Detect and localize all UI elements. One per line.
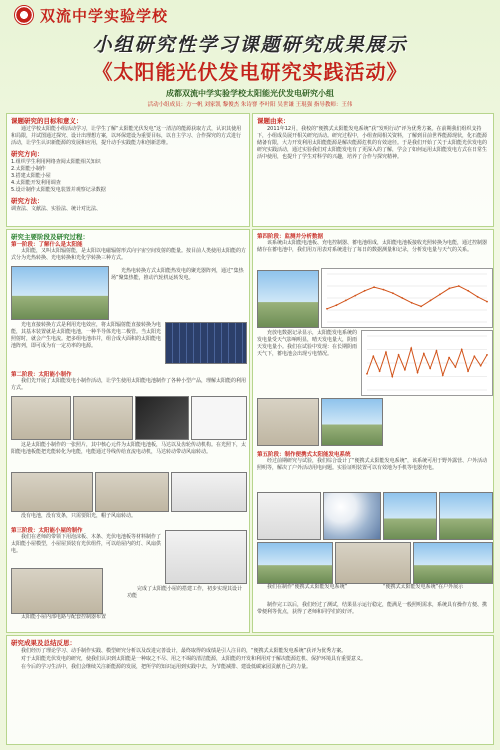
results-title: 研究成果及总结反思： [11,639,76,647]
stage4-text: 该系统由太阳能电池板、充电控制器、蓄电池组成，太阳能电池板接收光照转换为电能，通过控制器储存在蓄电池中，我们用万用表对系统进行了每日的数据测量和记录，分析发电量与天气的关系。 [257,240,488,253]
background-title: 课题研究的目标和意义： [11,117,83,125]
caption-team: 我们在制作“便携式太阳能发电系统” [267,584,348,590]
data-point [417,372,419,374]
final-text: 制作完工以后，我们经过了测试，结果显示运行稳定，能满足一般照明需求，系统具有操作方便、携带便利等优点，获得了老师和同学们的好评。 [257,602,488,615]
results-text-2: 对于太阳能光伏发电的研究，使我们认识到太阳能是一种取之不尽、用之不竭的清洁能源，太阳能的开发和利用对于解决能源危机、保护环境具有重要意义。 [21,656,367,662]
small-craft-photo-2 [73,396,133,440]
scope-list [11,159,245,194]
data-point [442,374,444,376]
data-point [467,290,469,292]
data-point [439,294,441,296]
data-point [372,355,374,357]
member-list: 活动小组成员：方一帆 刘家凯 黎俊杰 朱诗謇 李叶阳 吴世谦 王琨强 指导教师：王伟 [147,102,353,108]
data-point [411,302,413,304]
data-point [473,355,475,357]
data-point [410,347,412,349]
portable-system-photo-2 [323,492,381,540]
scope-item: 1.组织学生利用网络查阅太阳能相关知识 [11,159,101,165]
data-point [354,295,356,297]
scope-item: 5.设计制作太阳能发电装置并观察记录数据 [11,187,106,193]
method-text: 调查法、文献法、实验法、统计对比法、 [11,206,102,212]
data-point [383,289,385,291]
data-point [404,369,406,371]
outdoor-panel-photo [321,398,383,446]
data-point [448,357,450,359]
stage4-text-2: 充放电数据记录显示，太阳能发电系统的发电量受天气影响明显，晴天发电量大，阴雨天发电量小。我们在试验中发现：在长期阴雨天气下，蓄电池会出现亏电情况。 [257,330,358,357]
background-text: 通过学校太阳能小组活动学习，让学生了解“太阳能光伏发电”这一清洁的能源获取方式，认识其使用和局限，并试图通过探究、设计出理想方案，以环保建设为重要目标，以自主学习、合作探究的方式进行活动，让学生认识新能源的发展和应用，提升动手实践能力和创新思维。 [11,126,242,146]
data-point [420,306,422,308]
series-line [367,348,487,376]
solar-cell-module-photo [191,396,247,440]
origin-panel [252,113,494,227]
data-point [486,354,488,356]
data-point [392,292,394,294]
small-craft-photo-3 [135,396,189,440]
caption-lab: 太阳能小屋内部电路与配套控制器布置 [21,614,107,620]
solar-thermal-plant-photo [11,266,109,320]
caption-house: 完成了太阳能小屋的搭建工作，初步实现其设计功能 [127,586,243,599]
team-building-photo [257,542,333,584]
data-point [436,350,438,352]
data-point [429,368,431,370]
solar-toy-photo [171,472,247,512]
data-point [379,370,381,372]
data-point [385,351,387,353]
main-title: 《太阳能光伏发电研究实践活动》 [92,60,408,84]
results-text-1: 我们经历了理论学习、动手制作实践、模型研究分析以及改进完善设计，最终取得的成绩是引人注目的，“便携式太阳能发电系统”获评为优秀方案。 [21,648,347,654]
caption-photovoltaic: 光电直接转换方式是利用光电效应，将太阳辐射能直接转换为电能，其基本装置就是太阳能电池，一种半导体光电二极管。当太阳光照射时，就会产生电流。把多组电池串并，组合成大面积的太阳能电池阵列，即可成为有一定功率的电源。 [11,322,162,349]
data-point [480,365,482,367]
data-point [366,373,368,375]
data-point [461,349,463,351]
stage1-text: 太阳能，又叫太阳辐射能，是太阳以电磁辐射形式向宇宙空间发射的能量。按目前人类使用太阳能的方式分为光热转换、光电转换和光化学转换三种方式。 [11,248,247,261]
scope-item: 3.搭建太阳能小屋 [11,173,51,179]
data-point [391,376,393,378]
monitoring-setup-photo [257,270,319,328]
voltage-chart-multiday [361,330,493,396]
data-point [398,354,400,356]
data-point [373,286,375,288]
stage3-heading: 第三阶段：太阳能小屋的制作 [11,528,83,534]
data-point [336,304,338,306]
origin-title: 课题由来： [257,117,290,125]
series-line [327,286,487,309]
process-panel-right [252,229,494,633]
stage1-heading: 第一阶段：了解什么是太阳能 [11,242,83,248]
battery-measure-photo [257,398,319,446]
scope-item: 4.太阳能开发利用调查 [11,180,61,186]
caption-small-craft: 这是太阳能小制作的一张照片，其中核心元件为太阳能电池板，马达以及齿轮传动机构。在光照下，太阳能电池板能把光能转化为电能，电能通过导线传给直流电动机，马达转动带动风扇转动。 [11,442,247,455]
method-title: 研究方法： [11,197,44,205]
school-name: 双流中学实验学校 [40,6,169,25]
solar-fan-hat-photo [95,472,169,512]
stage3-text: 我们在老师的带领下用泡沫板、木条、光伏电池板等材料制作了太阳能小屋模型，小屋屋顶装有光伏组件，可以给屋内的灯、风扇供电。 [11,534,162,554]
data-point [401,297,403,299]
data-point [430,300,432,302]
scope-title: 研究方向： [11,150,44,158]
data-point [448,288,450,290]
portable-system-photo-3 [383,492,437,540]
caption-show: “便携式太阳能发电系统”在户外展示 [383,584,464,590]
data-point [455,366,457,368]
portable-system-photo-4 [439,492,493,540]
team-test-photo [335,542,411,584]
solar-panel-photo [165,322,247,364]
results-text-3: 在今后的学习生活中，我们会继续关注新能源的发展，把所学的知识运用到实践中去，为节能减排、建设低碳家园贡献自己的力量。 [21,664,312,670]
subtitle: 成都双流中学实验学校太阳能光伏发电研究小组 [166,89,334,98]
caption-car: 没有电池，没有发条，只需要阳光，帽子风扇转动。 [21,513,137,519]
stage2-heading: 第二阶段：太阳能小制作 [11,372,72,378]
small-craft-photo-1 [11,396,71,440]
origin-text: 2011年12月，我校的“便携式太阳能发电系统”获“发明行动”评为优秀方案。在前期我们组织支持下，小组成员展开相关研究活动。研究过程中，小组查阅相关资料，了解到目前世界能源现状，化石能源储备有限，大力开发利用太阳能能源是解决能源危机的有效途径。于是我们开始了关于太阳能光伏发电的研究实践活动，通过实验我们对太阳能发电有了更深入的了解，学会了如何运用太阳能发电方式在日常生活中使用，也提升了学生对科学的兴趣，培养了合作与探究精神。 [257,126,488,160]
data-point [364,290,366,292]
scope-item: 2.太阳能小制作 [11,166,46,172]
stage4-heading: 第四阶段：监测并分析数据 [257,234,324,240]
portable-system-photo-1 [257,492,321,540]
process-section-title: 研究主要阶段及研究过程： [11,233,89,241]
data-point [326,308,328,310]
solar-house-interior-photo [11,568,103,614]
stage5-heading: 第五阶段：制作便携式太阳能发电系统 [257,452,351,458]
solar-house-model-photo [165,530,247,584]
data-point [477,296,479,298]
voltage-chart-sunny [321,268,493,328]
stage2-text: 我们先开展了太阳能发电小制作活动，让学生使用太阳能电池制作了各种小型产品，理解太阳能的利用方式。 [11,378,247,391]
data-point [467,370,469,372]
background-panel [6,113,250,227]
data-point [345,300,347,302]
outdoor-show-photo [413,542,493,584]
solar-car-photo [11,472,93,512]
stage5-text: 经过前期研究与试验，我们综合设计了“便携式太阳能发电系统”，该系统可用于野外露营、户外活动照明等，解决了户外活动用电问题。实验证明装置可以有效地为手机等电器充电。 [257,458,488,471]
school-seal-icon [14,5,34,25]
data-point [486,301,488,303]
data-point [458,285,460,287]
caption-solar-thermal: 光热电转换方式太阳能热发电的聚光器阵列，通过“集热场”聚集热能，推动汽轮机运转发电。 [111,268,244,281]
school-logo-row [14,4,168,26]
process-panel-left [6,229,250,633]
data-point [423,353,425,355]
exhibit-title: 小组研究性学习课题研究成果展示 [92,34,408,56]
results-panel [6,635,494,745]
